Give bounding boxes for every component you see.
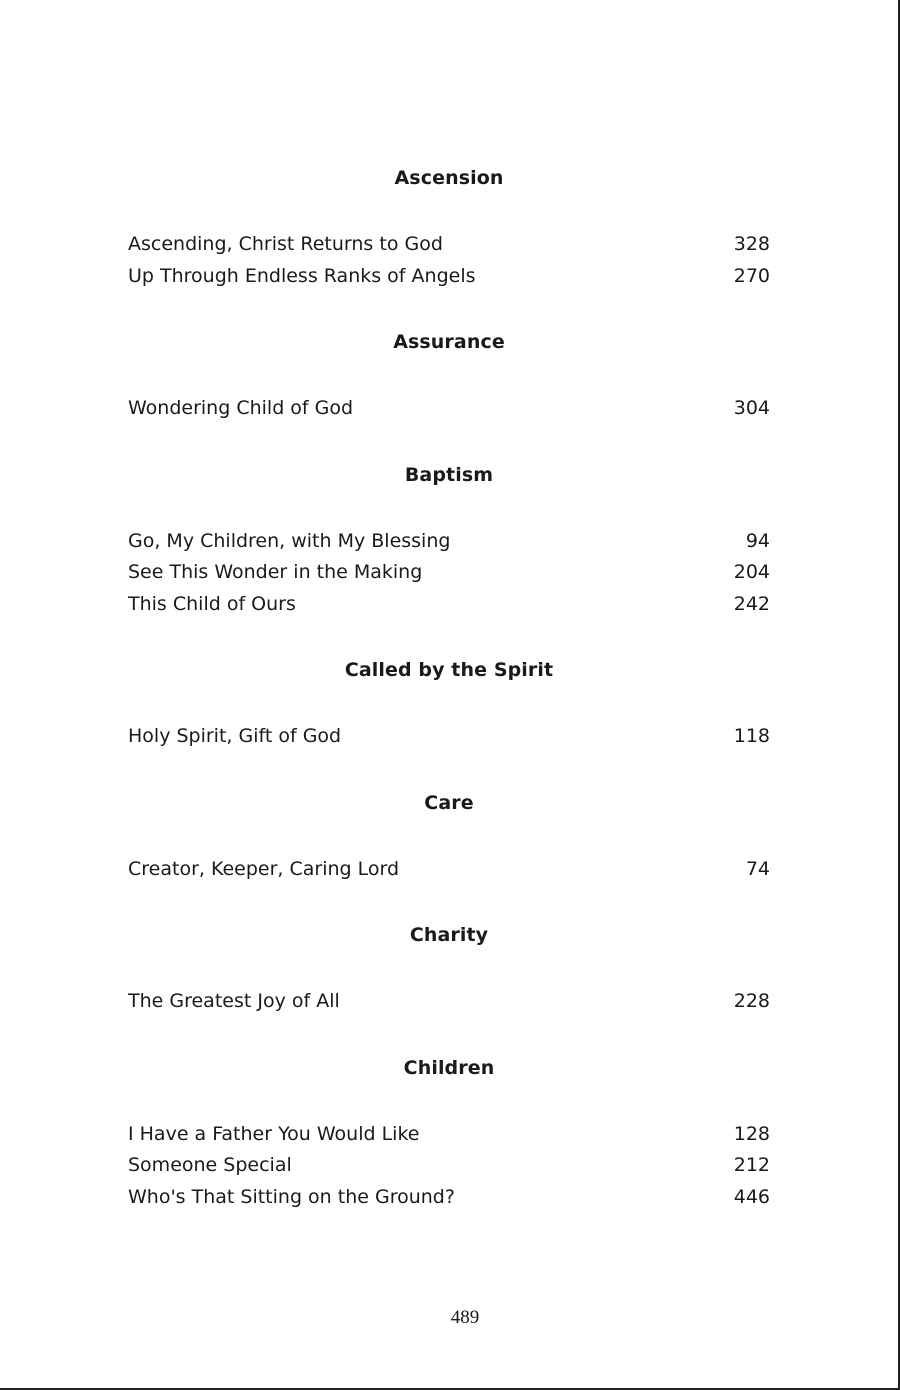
index-entry xyxy=(128,1150,770,1182)
entry-page-number: 94 xyxy=(745,529,770,552)
section-heading: Ascension xyxy=(394,167,504,189)
index-entry xyxy=(128,721,770,753)
index-section-care xyxy=(128,791,770,886)
entry-title: Who's That Sitting on the Ground? xyxy=(128,1185,455,1208)
section-heading: Called by the Spirit xyxy=(344,659,554,681)
entry-title: Ascending, Christ Returns to God xyxy=(128,233,443,255)
topical-index xyxy=(128,166,770,1251)
section-heading: Assurance xyxy=(393,331,505,353)
entry-title: Go, My Children, with My Blessing xyxy=(128,529,451,552)
entry-title: Holy Spirit, Gift of God xyxy=(128,725,342,747)
entry-page-number: 270 xyxy=(733,264,770,287)
index-section-ascension xyxy=(128,166,770,292)
entry-page-number: 328 xyxy=(733,233,770,255)
index-entry xyxy=(128,854,770,886)
entry-title: See This Wonder in the Making xyxy=(128,561,423,583)
entry-page-number: 446 xyxy=(733,1185,770,1208)
entry-title: This Child of Ours xyxy=(128,592,296,615)
entry-title: Someone Special xyxy=(128,1154,292,1176)
index-section-assurance xyxy=(128,330,770,425)
entry-page-number: 212 xyxy=(733,1154,770,1176)
entry-page-number: 128 xyxy=(733,1122,770,1145)
entry-page-number: 118 xyxy=(733,725,770,747)
index-entry xyxy=(128,229,770,261)
index-section-charity xyxy=(128,923,770,1018)
section-heading: Children xyxy=(403,1056,495,1079)
entry-title: Up Through Endless Ranks of Angels xyxy=(128,264,476,287)
section-heading: Baptism xyxy=(404,463,494,486)
entry-page-number: 304 xyxy=(733,397,770,419)
entry-title: I Have a Father You Would Like xyxy=(128,1122,420,1145)
entry-page-number: 74 xyxy=(745,857,770,880)
index-entry xyxy=(128,1119,770,1151)
section-heading: Care xyxy=(424,791,474,814)
index-entry xyxy=(128,557,770,589)
index-entry xyxy=(128,393,770,425)
index-entry xyxy=(128,986,770,1018)
page-number: 489 xyxy=(450,1307,480,1328)
index-entry xyxy=(128,526,770,558)
section-heading: Charity xyxy=(409,924,489,946)
index-entry xyxy=(128,589,770,621)
index-entry xyxy=(128,261,770,293)
index-section-called-by-the-spirit xyxy=(128,658,770,753)
index-section-baptism xyxy=(128,463,770,621)
entry-page-number: 242 xyxy=(733,592,770,615)
entry-title: Creator, Keeper, Caring Lord xyxy=(128,857,400,880)
index-section-children xyxy=(128,1056,770,1214)
index-entry xyxy=(128,1182,770,1214)
entry-page-number: 204 xyxy=(733,561,770,583)
entry-title: The Greatest Joy of All xyxy=(128,990,340,1012)
entry-page-number: 228 xyxy=(733,990,770,1012)
entry-title: Wondering Child of God xyxy=(128,397,354,419)
